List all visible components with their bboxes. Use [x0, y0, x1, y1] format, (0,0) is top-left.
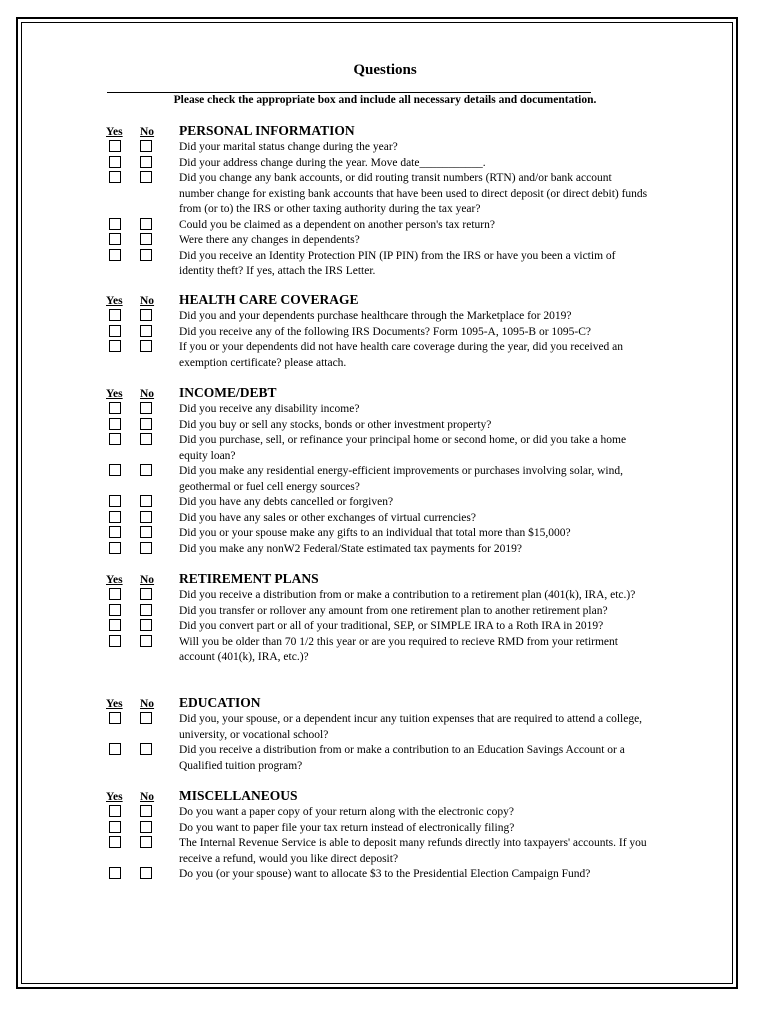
question-row	[0, 140, 649, 156]
question-text: Do you (or your spouse) want to allocate $3 to the Presidential Election Campaign Fund?	[179, 868, 591, 880]
question-text: Did you purchase, sell, or refinance your principal home or second home, or did you take a home equity loan?	[179, 434, 627, 462]
question-text: Did you make any residential energy-efficient improvements or purchases involving solar, wind, geothermal or fuel cell energy sources?	[179, 465, 623, 493]
question-row	[0, 464, 649, 495]
question-text: Did you have any debts cancelled or forgiven?	[179, 496, 394, 508]
no-checkbox[interactable]	[140, 867, 152, 879]
no-checkbox[interactable]	[140, 464, 152, 476]
section-header	[0, 789, 770, 805]
question-text: Did you receive any disability income?	[179, 403, 360, 415]
question-text: Did you make any nonW2 Federal/State estimated tax payments for 2019?	[179, 542, 522, 555]
question-row	[0, 433, 649, 464]
question-text: Did you or your spouse make any gifts to an individual that total more than $15,000?	[179, 527, 571, 539]
question-row	[0, 743, 649, 774]
question-row	[0, 340, 649, 371]
no-checkbox[interactable]	[140, 218, 152, 230]
yes-checkbox[interactable]	[109, 171, 121, 183]
question-text: Did you convert part or all of your traditional, SEP, or SIMPLE IRA to a Roth IRA in 2019?	[179, 620, 604, 632]
yes-checkbox[interactable]	[109, 249, 121, 261]
no-checkbox[interactable]	[140, 604, 152, 616]
question-row	[0, 171, 649, 218]
question-text: Do you want a paper copy of your return along with the electronic copy?	[179, 806, 514, 818]
title-rule	[107, 92, 591, 93]
yes-checkbox[interactable]	[109, 495, 121, 507]
question-row	[0, 805, 649, 821]
question-row	[0, 309, 649, 325]
question-text: Did you receive a distribution from or make a contribution to an Education Savings Account or a Qualified tuition program?	[179, 744, 625, 772]
question-text: Did you have any sales or other exchanges of virtual currencies?	[179, 511, 476, 524]
yes-column-label: Yes	[106, 295, 123, 307]
question-row	[0, 402, 649, 418]
question-row	[0, 542, 649, 558]
yes-checkbox[interactable]	[109, 867, 121, 879]
question-row	[0, 836, 649, 867]
question-text: Did your address change during the year. Move date___________.	[179, 156, 486, 169]
yes-checkbox[interactable]	[109, 325, 121, 337]
no-checkbox[interactable]	[140, 635, 152, 647]
question-row	[0, 712, 649, 743]
yes-column-label: Yes	[106, 698, 123, 710]
section-2	[0, 386, 770, 557]
question-row	[0, 604, 649, 620]
no-checkbox[interactable]	[140, 249, 152, 261]
page-title: Questions	[353, 62, 417, 78]
question-text: Will you be older than 70 1/2 this year or are you required to recieve RMD from your retirment account (401(k), IRA, etc.)?	[179, 635, 618, 663]
no-column-label: No	[140, 698, 155, 710]
question-row	[0, 867, 649, 883]
yes-checkbox[interactable]	[109, 433, 121, 445]
section-5	[0, 789, 770, 883]
yes-checkbox[interactable]	[109, 542, 121, 554]
no-checkbox[interactable]	[140, 433, 152, 445]
yes-checkbox[interactable]	[109, 588, 121, 600]
yes-checkbox[interactable]	[109, 635, 121, 647]
yes-checkbox[interactable]	[109, 805, 121, 817]
yes-checkbox[interactable]	[109, 619, 121, 631]
no-checkbox[interactable]	[140, 495, 152, 507]
no-checkbox[interactable]	[140, 418, 152, 430]
no-checkbox[interactable]	[140, 836, 152, 848]
yes-checkbox[interactable]	[109, 836, 121, 848]
no-column-label: No	[140, 574, 155, 586]
yes-checkbox[interactable]	[109, 604, 121, 616]
question-text: Do you want to paper file your tax return instead of electronically filing?	[179, 821, 515, 834]
no-checkbox[interactable]	[140, 821, 152, 833]
yes-column-label: Yes	[106, 388, 123, 400]
section-0	[0, 124, 770, 280]
question-text: Did you receive a distribution from or make a contribution to a retirement plan (401(k), IRA, etc.)?	[179, 589, 636, 601]
question-row	[0, 249, 649, 280]
section-title: INCOME/DEBT	[179, 385, 277, 400]
question-row	[0, 218, 649, 234]
no-checkbox[interactable]	[140, 805, 152, 817]
question-row	[0, 588, 649, 604]
yes-checkbox[interactable]	[109, 526, 121, 538]
section-header	[0, 293, 770, 309]
question-row	[0, 495, 649, 511]
no-checkbox[interactable]	[140, 743, 152, 755]
question-text: Could you be claimed as a dependent on another person's tax return?	[179, 218, 495, 231]
question-row	[0, 635, 649, 666]
question-text: Were there any changes in dependents?	[179, 234, 360, 246]
question-row	[0, 418, 649, 434]
question-row	[0, 511, 649, 527]
section-header	[0, 696, 770, 712]
yes-checkbox[interactable]	[109, 156, 121, 168]
question-text: Did you and your dependents purchase healthcare through the Marketplace for 2019?	[179, 310, 572, 322]
question-row	[0, 526, 649, 542]
no-column-label: No	[140, 388, 155, 400]
section-title: EDUCATION	[179, 695, 261, 710]
yes-checkbox[interactable]	[109, 233, 121, 245]
no-checkbox[interactable]	[140, 619, 152, 631]
yes-checkbox[interactable]	[109, 140, 121, 152]
section-title: MISCELLANEOUS	[179, 788, 298, 803]
section-header	[0, 124, 770, 140]
question-text: The Internal Revenue Service is able to deposit many refunds directly into taxpayers' accounts. If you receive a refund, would you like direct deposit?	[179, 837, 647, 865]
section-title: PERSONAL INFORMATION	[179, 123, 355, 138]
no-checkbox[interactable]	[140, 325, 152, 337]
question-text: Did you receive an Identity Protection PIN (IP PIN) from the IRS or have you been a victim of identity theft? If yes, attach the IRS Letter.	[179, 249, 616, 277]
no-checkbox[interactable]	[140, 402, 152, 414]
question-text: Did you transfer or rollover any amount from one retirement plan to another retirement plan?	[179, 604, 608, 617]
no-checkbox[interactable]	[140, 526, 152, 538]
section-3	[0, 572, 770, 666]
yes-column-label: Yes	[106, 574, 123, 586]
section-header	[0, 572, 770, 588]
yes-checkbox[interactable]	[109, 743, 121, 755]
yes-checkbox[interactable]	[109, 464, 121, 476]
no-checkbox[interactable]	[140, 542, 152, 554]
section-title: HEALTH CARE COVERAGE	[179, 292, 359, 307]
no-checkbox[interactable]	[140, 712, 152, 724]
instructions: Please check the appropriate box and include all necessary details and documentation.	[173, 94, 597, 106]
no-checkbox[interactable]	[140, 233, 152, 245]
no-column-label: No	[140, 126, 155, 138]
no-column-label: No	[140, 295, 155, 307]
yes-checkbox[interactable]	[109, 309, 121, 321]
no-checkbox[interactable]	[140, 140, 152, 152]
yes-column-label: Yes	[106, 126, 123, 138]
question-row	[0, 619, 649, 635]
section-1	[0, 293, 770, 371]
no-checkbox[interactable]	[140, 309, 152, 321]
section-header	[0, 386, 770, 402]
question-text: Did your marital status change during the year?	[179, 141, 398, 153]
no-checkbox[interactable]	[140, 511, 152, 523]
yes-checkbox[interactable]	[109, 511, 121, 523]
yes-checkbox[interactable]	[109, 218, 121, 230]
question-text: Did you, your spouse, or a dependent incur any tuition expenses that are required to attend a college, university, or vocational school?	[179, 713, 643, 741]
question-text: Did you receive any of the following IRS Documents? Form 1095-A, 1095-B or 1095-C?	[179, 325, 592, 338]
yes-checkbox[interactable]	[109, 402, 121, 414]
question-text: If you or your dependents did not have health care coverage during the year, did you received an exemption certificate? please attach.	[179, 341, 624, 369]
no-checkbox[interactable]	[140, 340, 152, 352]
section-4	[0, 696, 770, 774]
yes-checkbox[interactable]	[109, 418, 121, 430]
no-column-label: No	[140, 791, 155, 803]
question-row	[0, 156, 649, 172]
question-row	[0, 233, 649, 249]
yes-column-label: Yes	[106, 791, 123, 803]
question-row	[0, 821, 649, 837]
no-checkbox[interactable]	[140, 156, 152, 168]
section-title: RETIREMENT PLANS	[179, 571, 319, 586]
no-checkbox[interactable]	[140, 171, 152, 183]
yes-checkbox[interactable]	[109, 712, 121, 724]
yes-checkbox[interactable]	[109, 821, 121, 833]
question-row	[0, 325, 649, 341]
question-text: Did you buy or sell any stocks, bonds or other investment property?	[179, 418, 492, 431]
question-text: Did you change any bank accounts, or did routing transit numbers (RTN) and/or bank account number change for existing bank accounts that have been used to direct deposit (or direct debit) funds from (or to) the IRS or other taxing authority during the tax year?	[179, 172, 648, 215]
no-checkbox[interactable]	[140, 588, 152, 600]
yes-checkbox[interactable]	[109, 340, 121, 352]
